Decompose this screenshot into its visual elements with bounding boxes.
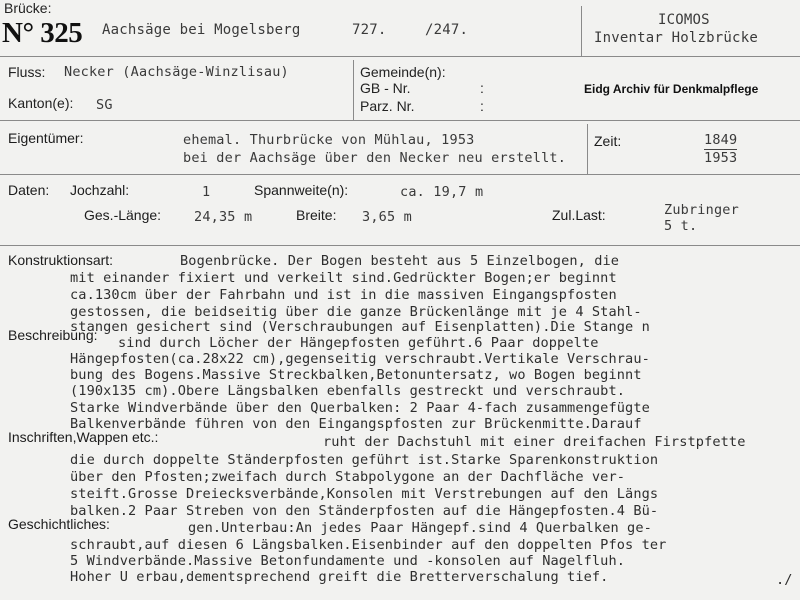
ref-b: /247. — [425, 22, 469, 38]
owner-line1: ehemal. Thurbrücke von Mühlau, 1953 — [183, 132, 475, 148]
kanton-value: SG — [96, 97, 113, 113]
text-line-7: Hängepfosten(ca.28x22 cm),gegenseitig verschraubt.Vertikale Verschrau- — [70, 351, 650, 367]
text-line-1: Bogenbrücke. Der Bogen besteht aus 5 Einzelbogen, die — [180, 253, 620, 269]
rule-owner — [0, 174, 800, 175]
footer-mark: ./ — [776, 572, 793, 588]
vrule-org-box — [581, 6, 582, 56]
text-line-20: Hoher U erbau,dementsprechend greift die Bretterverschalung tief. — [70, 569, 609, 585]
spannweite-label: Spannweite(n): — [254, 182, 349, 198]
org-line2: Inventar Holzbrücke — [594, 30, 758, 46]
beschreibung-label: Beschreibung: — [8, 327, 98, 343]
gb-colon: : — [480, 80, 484, 96]
spannweite-value: ca. 19,7 m — [400, 184, 484, 200]
daten-label: Daten: — [8, 182, 50, 198]
zeit-label: Zeit: — [594, 133, 622, 149]
text-line-12: ruht der Dachstuhl mit einer dreifachen Firstpfette — [323, 434, 746, 450]
text-line-18: schraubt,auf diesen 6 Längsbalken.Eisenbinder auf den doppelten Pfos ter — [70, 537, 667, 553]
konstruktionsart-label: Konstruktionsart: — [8, 252, 114, 268]
laenge-value: 24,35 m — [194, 209, 253, 225]
text-line-13: die durch doppelte Ständerpfosten geführt ist.Starke Sparenkonstruktion — [70, 452, 659, 468]
year-rebuilt: 1953 — [704, 150, 738, 166]
text-line-10: Starke Windverbände über den Querbalken: 2 Paar 4-fach zusammengefügte — [70, 400, 650, 416]
owner-line2: bei der Aachsäge über den Necker neu erstellt. — [183, 150, 567, 166]
fluss-label: Fluss: — [8, 64, 46, 80]
jochzahl-label: Jochzahl: — [70, 182, 130, 198]
vrule-location — [353, 60, 354, 120]
rule-location — [0, 120, 800, 121]
zul-last-label: Zul.Last: — [552, 207, 606, 223]
rule-data — [0, 245, 800, 246]
text-line-5: stangen gesichert sind (Verschraubungen auf Eisenplatten).Die Stange n — [70, 319, 650, 335]
breite-label: Breite: — [296, 207, 337, 223]
text-line-15: steift.Grosse Dreiecksverbände,Konsolen mit Verstrebungen auf den Längs — [70, 486, 659, 502]
fluss-value: Necker (Aachsäge-Winzlisau) — [64, 64, 289, 80]
gemeinde-label: Gemeinde(n): — [360, 64, 446, 80]
geschichtliches-label: Geschichtliches: — [8, 516, 110, 532]
text-line-16: balken.2 Paar Streben von den Ständerpfosten auf die Hängepfosten.4 Bü- — [70, 503, 659, 519]
rule-header — [0, 56, 800, 57]
text-line-6: sind durch Löcher der Hängepfosten geführt.6 Paar doppelte — [118, 335, 599, 351]
breite-value: 3,65 m — [362, 209, 412, 225]
bridge-name: Aachsäge bei Mogelsberg — [102, 22, 301, 38]
parz-label: Parz. Nr. — [360, 98, 415, 114]
text-line-3: ca.130cm über der Fahrbahn und ist in die massiven Eingangspfosten — [70, 287, 617, 303]
parz-colon: : — [480, 98, 484, 114]
year-built: 1849 — [704, 132, 738, 148]
owner-label: Eigentümer: — [8, 130, 84, 146]
inschriften-label: Inschriften,Wappen etc.: — [8, 429, 159, 445]
text-line-14: über den Pfosten;zweifach durch Stabpolygone an der Dachfläche ver- — [70, 469, 626, 485]
text-line-17: gen.Unterbau:An jedes Paar Hängepf.sind 4 Querbalken ge- — [188, 520, 652, 536]
zul-last-value-1: Zubringer — [664, 202, 739, 218]
archive-stamp: Eidg Archiv für Denkmalpflege — [584, 82, 759, 96]
text-line-11: Balkenverbände führen von den Eingangspfosten zur Brückenmitte.Darauf — [70, 416, 642, 432]
card-number: N° 325 — [2, 17, 83, 49]
text-line-9: (190x135 cm).Obere Längsbalken ebenfalls gestreckt und verschraubt. — [70, 383, 626, 399]
laenge-label: Ges.-Länge: — [84, 207, 162, 223]
org-line1: ICOMOS — [658, 12, 710, 28]
bruecke-label: Brücke: — [4, 0, 52, 16]
text-line-4: gestossen, die beidseitig über die ganze Brückenlänge mit je 4 Stahl- — [70, 304, 642, 320]
ref-a: 727. — [352, 22, 387, 38]
zul-last-value-2: 5 t. — [664, 218, 698, 234]
text-line-19: 5 Windverbände.Massive Betonfundamente und -konsolen auf Nagelfluh. — [70, 553, 626, 569]
kanton-label: Kanton(e): — [8, 95, 74, 111]
gb-label: GB - Nr. — [360, 80, 411, 96]
jochzahl-value: 1 — [202, 184, 211, 200]
text-line-2: mit einander fixiert und verkeilt sind.Gedrückter Bogen;er beginnt — [70, 270, 617, 286]
vrule-zeit — [587, 124, 588, 174]
text-line-8: bung des Bogens.Massive Streckbalken,Betonuntersatz, wo Bogen beginnt — [70, 367, 642, 383]
